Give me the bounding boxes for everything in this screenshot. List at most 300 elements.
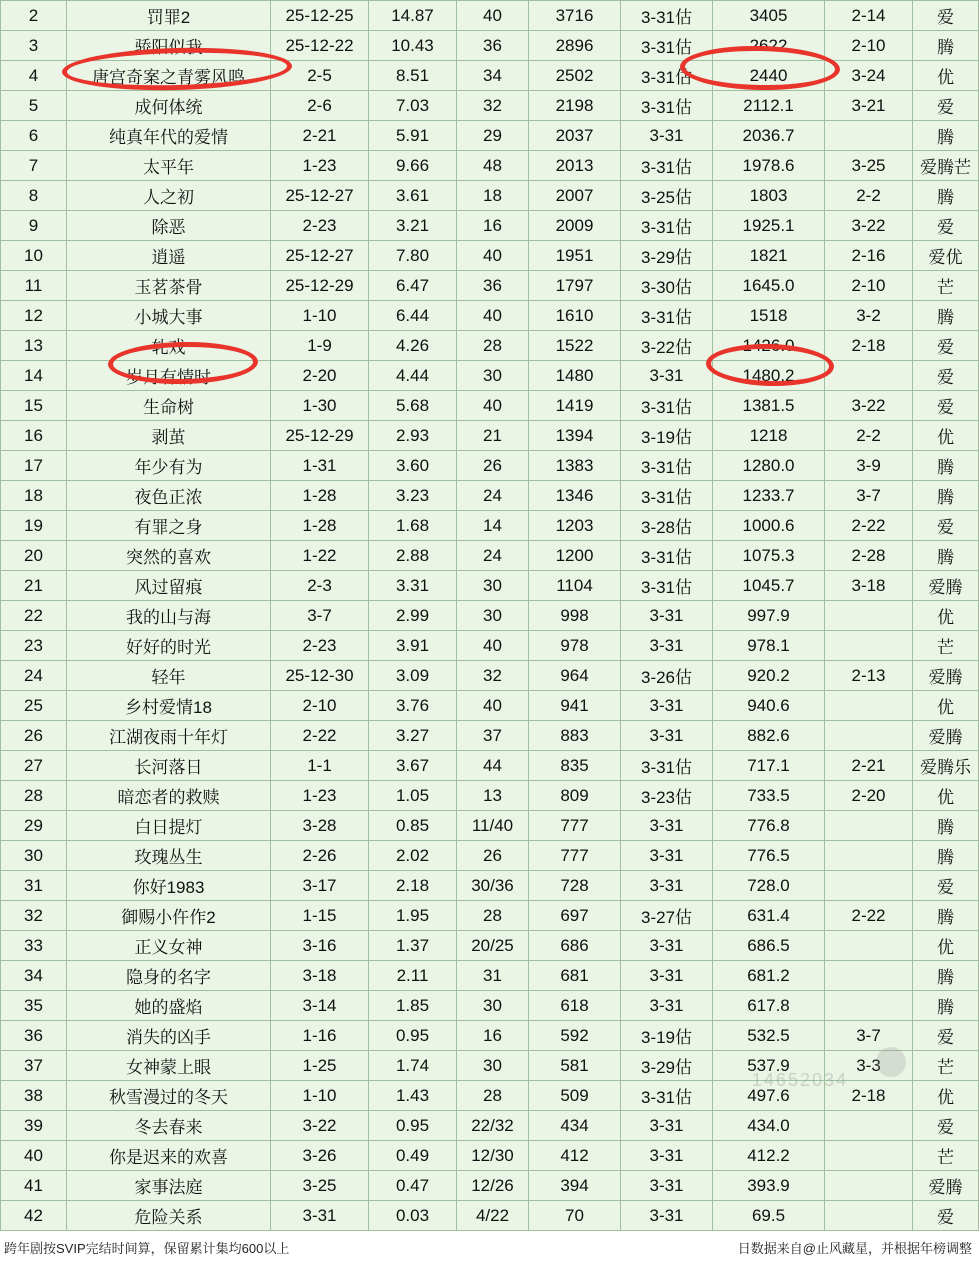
start-date-cell: 1-10 (271, 1081, 369, 1111)
note-cell: 3-24 (825, 61, 913, 91)
average-cell: 1426.0 (713, 331, 825, 361)
end-date-cell: 3-31估 (621, 1, 713, 31)
end-date-cell: 3-31 (621, 961, 713, 991)
average-cell: 1978.6 (713, 151, 825, 181)
average-cell: 2036.7 (713, 121, 825, 151)
table-row (1, 511, 979, 541)
episodes-cell: 40 (457, 241, 529, 271)
table-row (1, 61, 979, 91)
end-date-cell: 3-29估 (621, 1051, 713, 1081)
episodes-cell: 34 (457, 61, 529, 91)
title-cell: 岁月有情时 (67, 361, 271, 391)
rank-cell: 14 (1, 361, 67, 391)
start-date-cell: 1-23 (271, 781, 369, 811)
total-cell: 1419 (529, 391, 621, 421)
rank-cell: 10 (1, 241, 67, 271)
rank-cell: 28 (1, 781, 67, 811)
table-row (1, 991, 979, 1021)
table-row (1, 331, 979, 361)
title-cell: 你是迟来的欢喜 (67, 1141, 271, 1171)
title-cell: 好好的时光 (67, 631, 271, 661)
peak-cell: 8.51 (369, 61, 457, 91)
title-cell: 年少有为 (67, 451, 271, 481)
end-date-cell: 3-31 (621, 631, 713, 661)
rank-cell: 12 (1, 301, 67, 331)
episodes-cell: 30/36 (457, 871, 529, 901)
table-row (1, 961, 979, 991)
start-date-cell: 1-10 (271, 301, 369, 331)
peak-cell: 2.99 (369, 601, 457, 631)
start-date-cell: 25-12-29 (271, 421, 369, 451)
episodes-cell: 31 (457, 961, 529, 991)
table-body (1, 1, 979, 1231)
platform-cell: 爱腾 (913, 721, 979, 751)
platform-cell: 爱 (913, 211, 979, 241)
average-cell: 776.8 (713, 811, 825, 841)
peak-cell: 2.11 (369, 961, 457, 991)
table-row (1, 931, 979, 961)
start-date-cell: 1-30 (271, 391, 369, 421)
episodes-cell: 40 (457, 301, 529, 331)
end-date-cell: 3-31估 (621, 91, 713, 121)
rank-cell: 36 (1, 1021, 67, 1051)
average-cell: 1045.7 (713, 571, 825, 601)
start-date-cell: 3-16 (271, 931, 369, 961)
table-row (1, 1081, 979, 1111)
platform-cell: 芒 (913, 1141, 979, 1171)
end-date-cell: 3-31估 (621, 301, 713, 331)
total-cell: 883 (529, 721, 621, 751)
start-date-cell: 3-25 (271, 1171, 369, 1201)
platform-cell: 爱腾芒 (913, 151, 979, 181)
platform-cell: 腾 (913, 901, 979, 931)
episodes-cell: 40 (457, 391, 529, 421)
rank-cell: 15 (1, 391, 67, 421)
platform-cell: 爱 (913, 361, 979, 391)
end-date-cell: 3-31 (621, 691, 713, 721)
average-cell: 2622 (713, 31, 825, 61)
platform-cell: 优 (913, 61, 979, 91)
peak-cell: 4.26 (369, 331, 457, 361)
end-date-cell: 3-23估 (621, 781, 713, 811)
table-row (1, 841, 979, 871)
title-cell: 唐宫奇案之青雾风鸣 (67, 61, 271, 91)
total-cell: 1104 (529, 571, 621, 601)
rank-cell: 20 (1, 541, 67, 571)
episodes-cell: 36 (457, 271, 529, 301)
end-date-cell: 3-31 (621, 871, 713, 901)
peak-cell: 3.09 (369, 661, 457, 691)
total-cell: 697 (529, 901, 621, 931)
start-date-cell: 1-16 (271, 1021, 369, 1051)
episodes-cell: 24 (457, 541, 529, 571)
rank-cell: 17 (1, 451, 67, 481)
start-date-cell: 25-12-25 (271, 1, 369, 31)
average-cell: 532.5 (713, 1021, 825, 1051)
table-row (1, 571, 979, 601)
start-date-cell: 3-28 (271, 811, 369, 841)
total-cell: 592 (529, 1021, 621, 1051)
table-row (1, 1051, 979, 1081)
rank-cell: 39 (1, 1111, 67, 1141)
table-row (1, 151, 979, 181)
peak-cell: 7.03 (369, 91, 457, 121)
table-row (1, 211, 979, 241)
peak-cell: 2.02 (369, 841, 457, 871)
end-date-cell: 3-31估 (621, 391, 713, 421)
title-cell: 风过留痕 (67, 571, 271, 601)
rank-cell: 23 (1, 631, 67, 661)
end-date-cell: 3-31 (621, 1171, 713, 1201)
start-date-cell: 25-12-27 (271, 181, 369, 211)
episodes-cell: 28 (457, 1081, 529, 1111)
average-cell: 1381.5 (713, 391, 825, 421)
table-row (1, 1021, 979, 1051)
table-row (1, 541, 979, 571)
note-cell (825, 871, 913, 901)
platform-cell: 优 (913, 421, 979, 451)
rank-cell: 30 (1, 841, 67, 871)
note-cell (825, 691, 913, 721)
rank-cell: 29 (1, 811, 67, 841)
peak-cell: 4.44 (369, 361, 457, 391)
platform-cell: 腾 (913, 541, 979, 571)
total-cell: 728 (529, 871, 621, 901)
rank-cell: 19 (1, 511, 67, 541)
average-cell: 882.6 (713, 721, 825, 751)
title-cell: 她的盛焰 (67, 991, 271, 1021)
episodes-cell: 40 (457, 1, 529, 31)
total-cell: 809 (529, 781, 621, 811)
title-cell: 乡村爱情18 (67, 691, 271, 721)
average-cell: 617.8 (713, 991, 825, 1021)
average-cell: 69.5 (713, 1201, 825, 1231)
table-row (1, 1141, 979, 1171)
peak-cell: 3.23 (369, 481, 457, 511)
platform-cell: 优 (913, 691, 979, 721)
peak-cell: 3.60 (369, 451, 457, 481)
episodes-cell: 4/22 (457, 1201, 529, 1231)
platform-cell: 腾 (913, 481, 979, 511)
footer-left-note: 跨年剧按SVIP完结时间算，保留累计集均600以上 (4, 1241, 290, 1256)
platform-cell: 爱优 (913, 241, 979, 271)
title-cell: 纯真年代的爱情 (67, 121, 271, 151)
title-cell: 剥茧 (67, 421, 271, 451)
total-cell: 70 (529, 1201, 621, 1231)
total-cell: 998 (529, 601, 621, 631)
title-cell: 人之初 (67, 181, 271, 211)
peak-cell: 3.76 (369, 691, 457, 721)
rank-cell: 7 (1, 151, 67, 181)
episodes-cell: 40 (457, 631, 529, 661)
end-date-cell: 3-31 (621, 991, 713, 1021)
start-date-cell: 2-20 (271, 361, 369, 391)
platform-cell: 爱 (913, 391, 979, 421)
note-cell: 3-18 (825, 571, 913, 601)
episodes-cell: 13 (457, 781, 529, 811)
total-cell: 681 (529, 961, 621, 991)
episodes-cell: 32 (457, 661, 529, 691)
average-cell: 686.5 (713, 931, 825, 961)
total-cell: 2037 (529, 121, 621, 151)
start-date-cell: 3-14 (271, 991, 369, 1021)
platform-cell: 爱腾 (913, 571, 979, 601)
table-row (1, 121, 979, 151)
average-cell: 434.0 (713, 1111, 825, 1141)
end-date-cell: 3-19估 (621, 421, 713, 451)
start-date-cell: 25-12-22 (271, 31, 369, 61)
start-date-cell: 3-18 (271, 961, 369, 991)
end-date-cell: 3-31 (621, 121, 713, 151)
rank-cell: 16 (1, 421, 67, 451)
title-cell: 家事法庭 (67, 1171, 271, 1201)
table-row (1, 721, 979, 751)
table-footer (0, 1231, 978, 1262)
total-cell: 1383 (529, 451, 621, 481)
note-cell (825, 1201, 913, 1231)
note-cell: 3-22 (825, 391, 913, 421)
platform-cell: 腾 (913, 121, 979, 151)
platform-cell: 腾 (913, 991, 979, 1021)
title-cell: 逍遥 (67, 241, 271, 271)
note-cell: 2-22 (825, 511, 913, 541)
episodes-cell: 12/26 (457, 1171, 529, 1201)
title-cell: 江湖夜雨十年灯 (67, 721, 271, 751)
episodes-cell: 48 (457, 151, 529, 181)
peak-cell: 2.93 (369, 421, 457, 451)
title-cell: 正义女神 (67, 931, 271, 961)
rank-cell: 26 (1, 721, 67, 751)
note-cell: 2-18 (825, 1081, 913, 1111)
note-cell (825, 121, 913, 151)
note-cell: 3-9 (825, 451, 913, 481)
note-cell (825, 1111, 913, 1141)
end-date-cell: 3-29估 (621, 241, 713, 271)
note-cell: 2-13 (825, 661, 913, 691)
end-date-cell: 3-31估 (621, 1081, 713, 1111)
total-cell: 618 (529, 991, 621, 1021)
episodes-cell: 30 (457, 361, 529, 391)
average-cell: 1233.7 (713, 481, 825, 511)
title-cell: 除恶 (67, 211, 271, 241)
platform-cell: 爱 (913, 331, 979, 361)
total-cell: 1610 (529, 301, 621, 331)
note-cell: 2-21 (825, 751, 913, 781)
peak-cell: 0.95 (369, 1111, 457, 1141)
peak-cell: 3.61 (369, 181, 457, 211)
total-cell: 1200 (529, 541, 621, 571)
platform-cell: 爱 (913, 871, 979, 901)
total-cell: 509 (529, 1081, 621, 1111)
title-cell: 女神蒙上眼 (67, 1051, 271, 1081)
start-date-cell: 2-3 (271, 571, 369, 601)
platform-cell: 爱 (913, 91, 979, 121)
start-date-cell: 1-1 (271, 751, 369, 781)
note-cell: 2-10 (825, 31, 913, 61)
average-cell: 1645.0 (713, 271, 825, 301)
total-cell: 2007 (529, 181, 621, 211)
note-cell (825, 601, 913, 631)
note-cell: 3-25 (825, 151, 913, 181)
end-date-cell: 3-31估 (621, 751, 713, 781)
platform-cell: 爱腾 (913, 1171, 979, 1201)
note-cell: 2-22 (825, 901, 913, 931)
average-cell: 3405 (713, 1, 825, 31)
note-cell: 3-22 (825, 211, 913, 241)
peak-cell: 10.43 (369, 31, 457, 61)
platform-cell: 腾 (913, 841, 979, 871)
end-date-cell: 3-31估 (621, 211, 713, 241)
start-date-cell: 3-26 (271, 1141, 369, 1171)
start-date-cell: 3-22 (271, 1111, 369, 1141)
total-cell: 394 (529, 1171, 621, 1201)
average-cell: 497.6 (713, 1081, 825, 1111)
average-cell: 940.6 (713, 691, 825, 721)
episodes-cell: 16 (457, 1021, 529, 1051)
title-cell: 突然的喜欢 (67, 541, 271, 571)
title-cell: 玉茗茶骨 (67, 271, 271, 301)
start-date-cell: 3-17 (271, 871, 369, 901)
start-date-cell: 1-15 (271, 901, 369, 931)
start-date-cell: 25-12-29 (271, 271, 369, 301)
table-row (1, 691, 979, 721)
total-cell: 2013 (529, 151, 621, 181)
peak-cell: 0.49 (369, 1141, 457, 1171)
platform-cell: 爱 (913, 1, 979, 31)
rank-cell: 8 (1, 181, 67, 211)
platform-cell: 芒 (913, 631, 979, 661)
table-row (1, 301, 979, 331)
start-date-cell: 1-23 (271, 151, 369, 181)
table-row (1, 631, 979, 661)
note-cell: 3-21 (825, 91, 913, 121)
note-cell (825, 961, 913, 991)
average-cell: 412.2 (713, 1141, 825, 1171)
total-cell: 1522 (529, 331, 621, 361)
rank-cell: 4 (1, 61, 67, 91)
episodes-cell: 28 (457, 901, 529, 931)
platform-cell: 芒 (913, 271, 979, 301)
peak-cell: 1.05 (369, 781, 457, 811)
end-date-cell: 3-22估 (621, 331, 713, 361)
episodes-cell: 40 (457, 691, 529, 721)
end-date-cell: 3-31 (621, 931, 713, 961)
table-row (1, 1, 979, 31)
peak-cell: 14.87 (369, 1, 457, 31)
total-cell: 1394 (529, 421, 621, 451)
rank-cell: 21 (1, 571, 67, 601)
table-row (1, 871, 979, 901)
total-cell: 964 (529, 661, 621, 691)
platform-cell: 爱 (913, 1201, 979, 1231)
total-cell: 434 (529, 1111, 621, 1141)
note-cell: 2-16 (825, 241, 913, 271)
title-cell: 我的山与海 (67, 601, 271, 631)
average-cell: 728.0 (713, 871, 825, 901)
title-cell: 你好1983 (67, 871, 271, 901)
note-cell (825, 721, 913, 751)
note-cell: 2-18 (825, 331, 913, 361)
end-date-cell: 3-28估 (621, 511, 713, 541)
note-cell (825, 361, 913, 391)
rank-cell: 22 (1, 601, 67, 631)
rank-cell: 34 (1, 961, 67, 991)
average-cell: 997.9 (713, 601, 825, 631)
rank-cell: 24 (1, 661, 67, 691)
title-cell: 太平年 (67, 151, 271, 181)
average-cell: 920.2 (713, 661, 825, 691)
total-cell: 1480 (529, 361, 621, 391)
end-date-cell: 3-31估 (621, 451, 713, 481)
peak-cell: 3.21 (369, 211, 457, 241)
episodes-cell: 11/40 (457, 811, 529, 841)
end-date-cell: 3-26估 (621, 661, 713, 691)
peak-cell: 0.95 (369, 1021, 457, 1051)
total-cell: 2009 (529, 211, 621, 241)
average-cell: 537.9 (713, 1051, 825, 1081)
episodes-cell: 24 (457, 481, 529, 511)
end-date-cell: 3-31 (621, 361, 713, 391)
platform-cell: 爱 (913, 1021, 979, 1051)
peak-cell: 7.80 (369, 241, 457, 271)
platform-cell: 优 (913, 931, 979, 961)
title-cell: 小城大事 (67, 301, 271, 331)
table-row (1, 661, 979, 691)
start-date-cell: 2-21 (271, 121, 369, 151)
average-cell: 2112.1 (713, 91, 825, 121)
title-cell: 生命树 (67, 391, 271, 421)
average-cell: 978.1 (713, 631, 825, 661)
total-cell: 1203 (529, 511, 621, 541)
title-cell: 轧戏 (67, 331, 271, 361)
peak-cell: 1.95 (369, 901, 457, 931)
rank-cell: 11 (1, 271, 67, 301)
table-row (1, 811, 979, 841)
rank-cell: 13 (1, 331, 67, 361)
platform-cell: 优 (913, 781, 979, 811)
end-date-cell: 3-31 (621, 841, 713, 871)
average-cell: 1925.1 (713, 211, 825, 241)
title-cell: 有罪之身 (67, 511, 271, 541)
peak-cell: 1.85 (369, 991, 457, 1021)
peak-cell: 5.91 (369, 121, 457, 151)
start-date-cell: 2-22 (271, 721, 369, 751)
rank-cell: 38 (1, 1081, 67, 1111)
average-cell: 681.2 (713, 961, 825, 991)
end-date-cell: 3-31估 (621, 61, 713, 91)
note-cell: 3-7 (825, 1021, 913, 1051)
table-row (1, 31, 979, 61)
peak-cell: 1.43 (369, 1081, 457, 1111)
total-cell: 2198 (529, 91, 621, 121)
peak-cell: 1.37 (369, 931, 457, 961)
total-cell: 941 (529, 691, 621, 721)
total-cell: 412 (529, 1141, 621, 1171)
note-cell (825, 841, 913, 871)
table-row (1, 781, 979, 811)
end-date-cell: 3-31估 (621, 571, 713, 601)
title-cell: 危险关系 (67, 1201, 271, 1231)
table-row (1, 421, 979, 451)
average-cell: 393.9 (713, 1171, 825, 1201)
episodes-cell: 12/30 (457, 1141, 529, 1171)
end-date-cell: 3-25估 (621, 181, 713, 211)
average-cell: 1480.2 (713, 361, 825, 391)
average-cell: 733.5 (713, 781, 825, 811)
rank-cell: 32 (1, 901, 67, 931)
average-cell: 1218 (713, 421, 825, 451)
title-cell: 玫瑰丛生 (67, 841, 271, 871)
